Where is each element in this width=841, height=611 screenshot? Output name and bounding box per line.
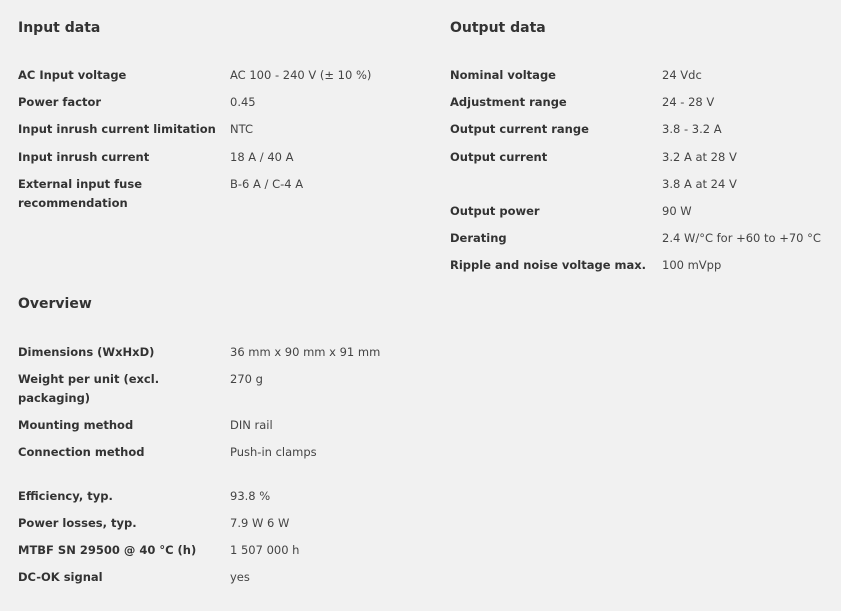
output-label-current-range: Output current range — [450, 122, 589, 136]
output-label-ripple: Ripple and noise voltage max. — [450, 258, 647, 272]
overview-value-efficiency: 93.8 % — [230, 489, 271, 503]
input-value-ac-voltage: AC 100 - 240 V (± 10 %) — [230, 68, 372, 82]
output-value-current-range: 3.8 - 3.2 A — [662, 122, 722, 136]
overview-value-power-losses: 7.9 W 6 W — [230, 516, 290, 530]
input-label-fuse-line2: recommendation — [18, 196, 128, 210]
overview-value-dc-ok: yes — [230, 570, 250, 584]
output-value-output-power: 90 W — [662, 204, 692, 218]
input-value-power-factor: 0.45 — [230, 95, 256, 109]
output-value-output-current: 3.2 A at 28 V — [662, 150, 737, 164]
overview-label-dc-ok: DC-OK signal — [18, 570, 103, 584]
input-label-inrush-current: Input inrush current — [18, 150, 150, 164]
output-label-nominal-voltage: Nominal voltage — [450, 68, 556, 82]
input-label-inrush-limitation: Input inrush current limitation — [18, 122, 216, 136]
input-value-fuse: B-6 A / C-4 A — [230, 177, 304, 191]
overview-value-mounting: DIN rail — [230, 418, 273, 432]
output-value-ripple: 100 mVpp — [662, 258, 722, 272]
output-value-adjustment-range: 24 - 28 V — [662, 95, 715, 109]
input-label-power-factor: Power factor — [18, 95, 102, 109]
input-value-inrush-current: 18 A / 40 A — [230, 150, 294, 164]
output-value-output-current-2: 3.8 A at 24 V — [662, 177, 737, 191]
overview-value-mtbf: 1 507 000 h — [230, 543, 300, 557]
overview-value-dimensions: 36 mm x 90 mm x 91 mm — [230, 345, 381, 359]
output-label-derating: Derating — [450, 231, 507, 245]
input-label-fuse: External input fuse — [18, 177, 143, 191]
overview-label-weight-line2: packaging) — [18, 391, 91, 405]
output-value-derating: 2.4 W/°C for +60 to +70 °C — [662, 231, 821, 245]
overview-value-connection: Push-in clamps — [230, 445, 317, 459]
overview-label-mounting: Mounting method — [18, 418, 134, 432]
overview-title: Overview — [18, 296, 92, 312]
output-label-output-power: Output power — [450, 204, 540, 218]
overview-label-efficiency: Efficiency, typ. — [18, 489, 113, 503]
overview-value-weight: 270 g — [230, 372, 263, 386]
output-label-output-current: Output current — [450, 150, 548, 164]
output-label-adjustment-range: Adjustment range — [450, 95, 567, 109]
overview-label-mtbf: MTBF SN 29500 @ 40 °C (h) — [18, 543, 197, 557]
input-data-title: Input data — [18, 20, 101, 36]
output-value-nominal-voltage: 24 Vdc — [662, 68, 702, 82]
overview-label-weight: Weight per unit (excl. — [18, 372, 160, 386]
input-label-ac-voltage: AC Input voltage — [18, 68, 127, 82]
overview-label-power-losses: Power losses, typ. — [18, 516, 137, 530]
overview-label-dimensions: Dimensions (WxHxD) — [18, 345, 155, 359]
output-data-title: Output data — [450, 20, 546, 36]
input-value-inrush-limitation: NTC — [230, 122, 253, 136]
overview-label-connection: Connection method — [18, 445, 145, 459]
